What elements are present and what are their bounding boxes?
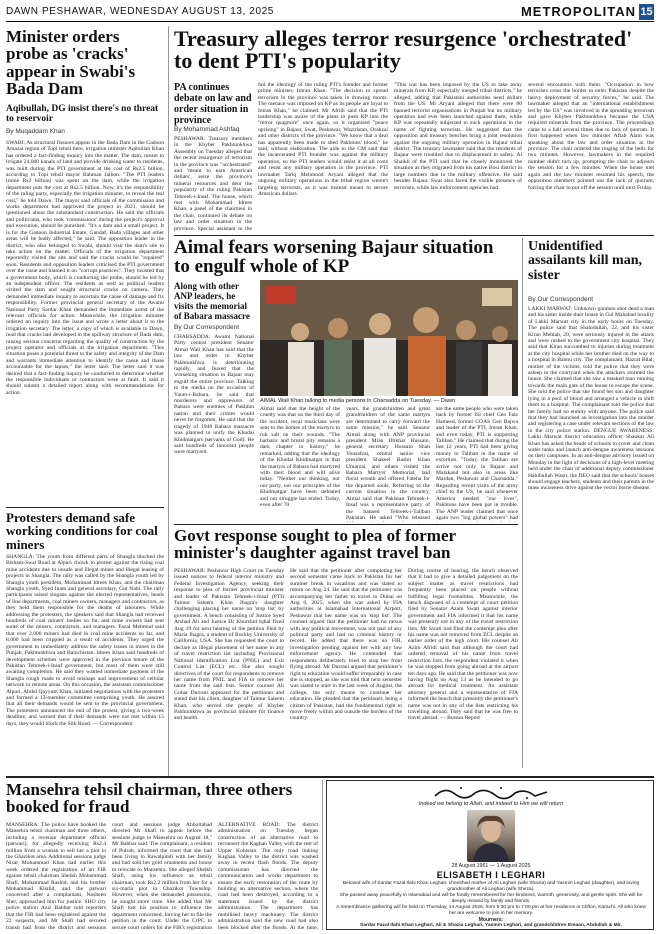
obituary-box [326,780,654,930]
column-rule [168,26,169,776]
story1-subhead: Aqibullah, DG insist there's no threat to reservoir [6,104,159,125]
news-photo [260,280,518,396]
obituary-mourners-label: Mourners: [478,917,504,923]
story1-byline: By Muqaddam Khan [6,128,65,135]
obituary-portrait [467,810,515,862]
arabic-calligraphy-icon [431,784,551,800]
divider [6,507,164,508]
column-rule [322,780,323,930]
divider [174,235,654,236]
story7-headline: Mansehra tehsil chairman, three others booked for fraud [6,780,293,817]
story6-col1: PESHAWAR: Peshawar High Court on Tuesday issued notices to federal interior ministry and Federal Investigation Agency, seeking their response to plea of former provincial minister and leader of Pakistan Tehreek-i-Insaf (PTI) Taimur Saleem Khan Jhagra's daughter challenging placing her name on 'stop list' by government. A bench consisting of Justice Syed Arshad Ali and Justice Dr Khurshid Iqbal fixed Aug 19 for next hearing of the petition filed by Maria Jhagra, a student of Rockby University of California, USA. She has requested the court to declare as illegal placement of her name in any of travel restriction list including Provisional National Identification List (PNIL) and Exit Control List (ECL) etc. She also sought directives of the court for respondents to remove her name from PNIL and FIA to remove her name from the said lists. Senior counsel Ali Gohar Durrani appeared for the petitioner and stated that his client, daughter of Taimur Saleem Khan, who served the people of Khyber Pakhtunkhwa as provincial minister for finance and health. [174,568,284,722]
obituary-text2: She passed away peacefully in Islamabad and will be fondly remembered for her kindness, warmth, generosity, and gentle spirit. She will be deeply missed by family and friends. [339,893,643,904]
story4-col1: CHARSADDA: Awami National Party central president Senator Aimal Wali Khan has said that the law and order in Khyber Pakhtunkhwa is deteriorating rapidly, and feared that the worsening situation in Bajaur may engulf the entire province. Talking to the media on the occasion of Yaum-i-Babara, he said that murderers and oppressors of Babara were enemies of Pakhtun nation and their crimes would never be forgotten. He said that the tragedy of 1948 Babara massacre was planned to unify the Khudai Khidmatgars (servants of God). He said hundreds of innocent people were martyred. [174,334,254,456]
obituary-verse: Indeed we belong to Allah, and indeed to Him we will return [418,801,564,807]
story3-col2: fail the ideology of the ruling PTI's founder and former prime minister, Imran Khan. "The decision to spread terrorism in the province was taken in drawing rooms. The menace was imposed on KP as its people are loyal to Imran Khan," he claimed. Mr Afridi said that the PTI leadership was aware of the plans to push KP into the "terror quagmire" once again, so it organised "peace uprising" in Bajaur, Swat, Peshawar, Waziristan, Orakzai and other districts of the province. "We know that a deal has apparently been made to shed Pakhtuns' blood," he said, without elaboration. The aide to the CM said that the incarcerated PTI founder was against the military operation, so the PTI leaders would resist it at all costs and resist any military operation in the province. PTI lawmaker Tariq Mehmood Aryani alleged that the ongoing military operations in the tribal region weren't targeting terrorists, as it was instead meant to secure American dollars. [258,82,388,197]
story2-headline: Protesters demand safe working conditions for coal miners [6,510,158,552]
story3-headline: Treasury alleges terror resurgence 'orchestrated' to dent PTI's popularity [174,26,633,74]
story4-col3: years, the grandchildren and great grandchildren of the same martyrs are determined to carry forward the same mission," he said. Senator Aimal along with ANP provincial president Mian Iftikhar Hussain, general secretary Hussain Shah Yousafzai, central senior vice president Shakeel Bashir Khan Umarzai, and others visited the Babara Martyrs' Memorial, laid floral wreath and offered Fateha for the departed souls. Referring to the current situation in the country, Aimal said that Pakistan Tehreek-i-Insaf was a representative party of the banned Tehreek-i-Taliban Pakistan. He asked "Who released [346,406,430,521]
story6-col3: During course of hearing, the bench observed that it had to give a detailed judgement on the subject matter as travel restrictions had frequently been placed on people without fulfilling legal formalities. Meanwhile, the bench disposed of a contempt of court petition filed by Senator Azam Swati against interior government and FIA informed it that his name was presently not in any of the travel restriction lists. Mr Swati had filed the contempt plea after his name was not removed from ECL despite an earlier order of the high court. His counsel Ali Azim Afridi said that although the court had ordered removal of his name from travel restriction lists, the respondent violated it when he was stopped from going abroad at the airport ten days ago. He said that the petitioner was now having flight on Aug 13 as he intended to go abroad for medical treatment. An assistant attorney general and a representative of FIA informed the bench that presently the petitioner's name was not in any of the lists restricting his travelling abroad. They said that he was free to travel abroad. — Bureau Report [408,568,518,722]
masthead [6,4,654,22]
story6-col2: He said that the petitioner after completing her second semester came back to Pakistan for her summer break in vacations and was slated to return on Aug 24. He said that the petitioner was accompanying her father to travel to Dubai on Aug 6, 2025, when she was asked by FIA authorities at Islamabad International Airport, Peshawar that her name was on 'stop list'. The counsel argued that the petitioner had no nexus with any political movement, was not part of any political party and had no criminal history or record. He added that there was no FIR, investigation pending against her with any law enforcement agency. He contended that respondents deliberately tried to stop her from flying abroad. Mr Durrani argued that petitioner's right to education would suffer irreparably in case she is stopped, as she was told that next semester was slated to start in the last week of August, the college, the only means to continue her education. He pleaded that the petitioner, being a citizen of Pakistan, had the fundamental right to move freely within and outside the borders of the country. [290,568,402,722]
story4-byline: By Our Correspondent [174,324,240,331]
story1-body: SWABI: As structural fissures appear in the Bada Dam in the Gadoon Amazai region of Topi tehsil here, irrigation minister Aqibullah Khan has ordered a fact-finding inquiry into the matter. The dam, meant to irrigate 24,000 kanals of land and provide drinking water to residents, was built during the PTI government at the cost of Rs2.5 billion, according to Topi tehsil mayor Rahman Jalbon. "The PTI leaders (mine Rs2 billion) was spent on the dam, while the irrigation department puts the cost at Rs2.5 billion. Now, it's the responsibility of the ruling party, especially the irrigation minister, to reveal the real cost," he told Dawn. The mayor said officials of the commission and works department had approved the project in 2021, should be questioned about the substandard construction. He said the officials and politicians, who took 'commissions' during the project's approval and execution, should be punished. "It's a dam and a small project. It is for the Gadoon Industrial Estate, Gandaf, Bada villages and other areas will be badly affected," he said. The opposition leader in the district, who also belonged to Swabi, should visit the dam's site to take action on the matter. Officials of the irrigation department reportedly visited the site and said the cracks would be "repaired" soon. Residents and opposition leaders criticised the PTI government over the issue and blamed it on "corrupt practices". They insisted that a government body, which is conducting the probe, should be led by an independent officer. The residents as well as political leaders visited the dam and sought structural cracks on camera. They demanded immediate inquiry to ascertain the cause of damage and fix responsibility. Former provincial general secretary of the Awami National Party Sardar Khan demanded the immediate arrest of the relevant officials for action. Meanwhile, the irrigation minister ordered an inquiry into the issue and wrote a letter about it to the irrigation secretary. The letter, a copy of which is available to Dawn, read that cracks had developed in the spillway structure of Bada dam, raising serious concerns regarding the quality of construction by the project operator and officials at the irrigation department. "This situation poses a potential threat to the safety and integrity of the Dam and warrants immediate attention to identify the cause and those accountable for the lapses," the letter said. The letter said it was desired that a fact-finding inquiry be conducted to determine whether the responsible individuals or contractors were at fault. It said it should submit a detailed report along with recommendations for action. [6,140,164,396]
story3-col4: several encounters with them. "Occupation in how terrorists cross the border to enter Pakistan despite the heavy deployment of security forces," he said. The lawmaker alleged that an "international establishment led by the US" was involved in the spreading terrorism and gave Khyber Pakhtunkhwa because the USA required minerals from the province. The proceedings came to a halt several times due to lack of quorum. It first happened when law minister Aftab Alam was speaking about the law and order situation in the province. The chair ordered the ringing of the bells for two minutes. However, lawmakers in the required number didn't turn up, prompting the chair to adjourn the session for a few minutes. When the house met again and the law minister resumed his speech, the opposition members pointed out the lack of quorum, forcing the chair to put off the session until next Friday. [528,82,654,191]
story1-headline: Minister orders probe as 'cracks' appear in Swabi's Bada Dam [6,27,136,98]
obituary-mourners: Sardar Fazal Ilahi Khan Leghari, Ali & Shazia Leghari, Yasmin Leghari, and grandchildren Emaan, Abdullah & Mir. [359,923,623,928]
story3-col1: PESHAWAR: Treasury members in the Khyber Pakhtunkhwa Assembly on Tuesday alleged that the recent resurgence of terrorism in the province was "orchestrated" and 'meant to earn American dollars', seize the province's mineral resources and dent the popularity of the ruling Pakistan Tehreek-i-Insaf. The house, which met with Mohammad Idrees Khan, a panel of the chairmen in the chair, continued its debate on law and order situation in the province. Special assistant to the [174,136,252,232]
story6-headline: Govt response sought to plea of former minister's daughter against travel ban [174,526,456,563]
divider [174,524,518,525]
obituary-text1: Beloved wife of Sardar Fazal Ilahi Khan Leghari, cherished mother of Ali Leghari (wife Shazia) and Yasmin Leghari (daughter), and loving grandmother of Ali Leghari (wife Sheza). [342,881,640,892]
story4-subhead: Along with other ANP leaders, he visits the memorial of Babara massacre [174,281,250,321]
story5-body: LAKKI MARWAT: Unknown gunmen shot dead a man and his sister inside their house in Gul Mahabad locality of Lakki Marwat city in the early hours on Tuesday. The police said that Shahidullah, 22, and his sister Kiran Mehtab, 20, were seriously injured in the attack and were rushed to the government city hospital. They said that Kiran succumbed to injuries during treatment at the city hospital while her brother died on the way to a hospital in Bannu city. The complainant, Hazrat Bilal, mother of the victims, told the police that they were asleep in the courtyard when the attackers stormed the house. She claimed that she saw a masked man running towards the main gate of the house to escape the scene. She told the police that she found her son and daughter lying in a pool of blood and arranged a vehicle to shift them to a hospital. The complainant told the police that her family had no enmity with anyone. The police said that they had launched an investigation into the murder and registering a case under relevant sections of the law in the city police station. DENGUE AWARENESS: Lakki Marwat district education officer Shaukat Ali Khan has asked the heads of schools to cover and clean water tanks and launch anti-dengue awareness sessions on their campuses. In an anti-dengue advisory issued on Monday in the light of decisions of a high-level meeting held under the chair of additional deputy commissioner Habibullah Wazir, the DEO said that the schools' bosses should engage teachers, students and their parents in the mass awareness drive against the vector borne disease. [528,306,654,492]
story7-col1: MANSEHRA: The police have booked the Mansehra tehsil chairman and three others, including a revenue department official (patwari), for allegedly receiving Rs2.4 million from a woman to sell her a plot in the Ghazikot area. Additional sessions judge Nisar Mohammad Khan had earlier this week ordered the registration of an FIR against tehsil chairman Sheikh Mohammad Shafi, Mohammad Rashid, and his brother Mohammad Khalid, and the patwari concerned after a complainant, Nosheen Sher, approached him for justice. SHO city police station Aziz Babbar told reporters that the FIR had been registered against the 22 suspects, and Mr Shafi had secured transit bail from the district and sessions [6,822,106,930]
divider [6,776,654,778]
photo-crowd [260,280,518,396]
obituary-name: ELISABETH I LEGHARI [436,870,546,880]
column-rule [522,238,523,768]
story4-col2: Aimal said that the height of the cruelty was that on the third day of the incident, local musicians were sent to the homes of the martyrs to rub salt on their wounds. "The barbaric and brutal pity remains a dark chapter in history," he remarked, adding that the ideology of the Khudai Khidmatgar is that the martyrs of Babara had martyred with their blood and will alive today. "Neither our thinking, nor our party, nor our principles of the Khidmatgar have been defeated and our struggle has ended. Today, even after 70 [260,406,340,509]
story5-byline: By Our Correspondent [528,296,594,303]
dateline: DAWN PESHAWAR, WEDNESDAY AUGUST 13, 2025 [6,6,274,17]
story3-byline: By Mohammad Ashfaq [174,126,240,133]
section-title: METROPOLITAN [520,4,636,19]
story3-subhead: PA continues debate on law and order situation in province [174,82,252,126]
obituary-text3: A remembrance gathering will be held on Thursday, 14 August 2025, from 5:30 pm to 7:00 pm at her residence in Clifton, Karachi. All who knew her are welcome to join in her memory. [336,905,646,916]
story5-headline: Unidentified assailants kill man, sister [528,239,642,283]
story7-col2: court and sessions judge Abbottabad directed Mr Shafi to appear before the sessions judge in Mansehra on August 18," Mr Babbar said. The complainant, a resident of Pulrah, informed the court that she had been living in Rawalpindi with her family and had sold her gold ornaments and house to relocate to Mansehra. She alleged Sheikh Shafi, using his influence as tehsil chairman, took Rs2.2 million from her for a six-marla plot in Ghazikot Township. However, when she demanded possession, he sought more time. She added that Mr Shafi lost his position to influence the department concerned, forcing her to file the petition in the court. Under the CrPC to secure court orders for the FIR's registration [112,822,212,930]
portrait-figure [467,810,515,862]
photo-caption: AIMAL Wali Khan talking to media persons in Charsadda on Tuesday. — Dawn [260,398,456,404]
page-number: 15 [640,6,653,18]
story7-col3: ALTERNATIVE ROAD: The district administration on Tuesday began construction of an alternative road to reconnect the Kaghan Valley with the rest of Upper Kohistan. The only road linking Kaghan Valley to the district was washed away in recent flash floods. The deputy commissioner has directed the communication and works department to ensure the early restoration of the route by building an alternative section, where the road had been destroyed, according to a statement issued by the district administration. The department has mobilised heavy machinery. The district administration said the new road had also been blocked after the floods. At the time, [218,822,318,930]
story2-body: SHANGLA: The youth from different parts of Shangla blocked the Bisham-Swat Road at Alpuri chowk to protest against the rising coal mine accidents due to unsafe and illegal mines and illegal leasing of projects in Shangla. The rally was called by the Shangla youth led by Shangla youth president, Mohammad Idrees Khan, and the chairman Shangla youth, Syed Inam and general secretary, Gul Nabi. The rally participants raised slogans against the elected representatives, heads of line departments, coal miners owners, managers and contractors, as they held them responsible for the deaths of labourers. While addressing the protesters, the speakers said that Shangla had received hundreds of coal miners' bodies so far, and mine owners had sent some of the miners, contractors, and managers. Fazal Mehmud said that over 2,000 miners had died in coal mine accidents so far, and 8,000 had been crippled as a result of accidents. They urged the government to immediately address the safety issues in mines in the Punjab, Pakhtunkhwa and Balochistan. Idrees Khan said hundreds of development schemes were approved in the previous tenure of the Pakistan Tehreek-i-Insaf government, but most of them were still awaiting completion. He said they wanted immediate payment of the Shangla rough roads to avoid mishaps and improvement of cellular network in remote areas. On this occasion, the assistant commissioner Alpuri, Abdul Qayyum Khan, initiated negotiations with the protesters and formed a 13-member committee comprising youth. He assured that all their demands would be sent to the provincial government. The protesters announced the end of the protest, giving a two-week deadline, and warned that if their demands were not met within 15 days, they would block the Silk Road. — Correspondent [6,554,164,727]
story3-col3: "This war has been imposed by the US to take away minerals from KP, especially merged tribal districts," he alleged, adding that Pakistani authorities need dollars from the US. Mr Aryani alleged that there were 80 banned terrorist organisations in Punjab but no military operation had ever been launched against them, while KP was repeatedly subjected to such operations in the name of fighting terrorists. He suggested that the opposition and treasury benches bring a joint resolution against the ongoing military operation in Bajaur tribal district. The treasury lawmaker said that the residents of Bajaur were troubled due to displacement to safety. Al Shaikh of the PTI said that he closely monitored the situation as they migrated from his native Bosi district in large numbers due to the military offensive. He said besides Bajaur, Swat also faced the visible presence of terrorists, while law enforcement agencies had [394,82,522,191]
story4-col4: are the same people who were taken back by former ISI chief Gen Faiz Hameed, former COAS Gen Bajwa and leader of the PTI, Imran Khan, and even today, PTI is supporting Taliban." He claimed that during the last 12 years, PTI had been giving money to Taliban in the name of extortion. "Today, the Taliban are active not only in Bajaur and Malakand but also in areas like Mardan, Peshawar and Charsadda." Regarding recent visits of the army chief to the US, he said whenever America needed "our lives", Pakhtuns have been put in trouble. The ANP leader claimed that once again two "big global powers" had [436,406,518,521]
obituary-dates: 28 August 1961 — 1 August 2025 [451,863,531,869]
story4-headline: Aimal fears worsening Bajaur situation to engulf whole of KP [174,237,494,278]
